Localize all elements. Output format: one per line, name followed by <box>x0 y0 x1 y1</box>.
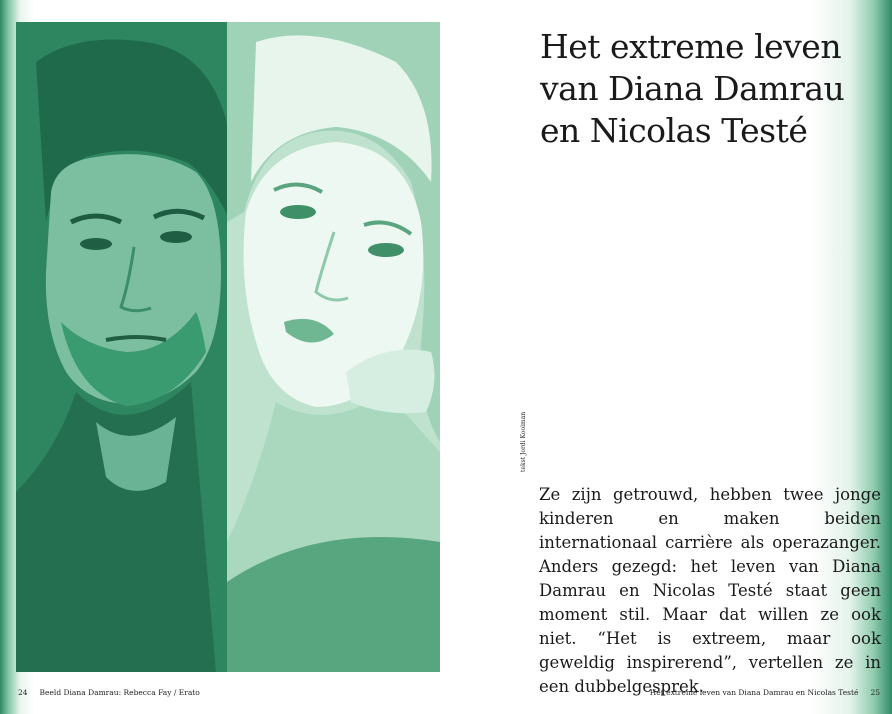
title-line: Het extreme leven <box>540 27 842 66</box>
running-title: Het extreme leven van Diana Damrau en Nicolas Testé <box>649 688 859 697</box>
page-number-left: 24 <box>18 688 28 697</box>
woman-portrait <box>227 22 440 672</box>
article-title <box>540 26 880 152</box>
article-intro: Ze zijn getrouwd, hebben twee jonge kinderen en maken beiden internationaal carrière als operazanger. Anders gezegd: het leven van Diana Damrau en Nicolas Testé staat geen moment stil. Maar dat willen ze ook niet. “Het is extreem, maar ook geweldig inspirerend”, vertellen ze in een dubbelgesprek. <box>539 485 881 696</box>
duotone-portrait-photo <box>16 22 440 672</box>
man-portrait <box>16 22 231 672</box>
page-number-right: 25 <box>870 688 880 697</box>
footer-left <box>18 688 200 697</box>
title-line: en Nicolas Testé <box>540 111 808 150</box>
photo-credit: Beeld Diana Damrau: Rebecca Fay / Erato <box>39 688 200 697</box>
title-line: van Diana Damrau <box>540 69 845 108</box>
author-credit: tekst Jordi Kooiman <box>520 411 527 472</box>
footer-right <box>650 688 880 697</box>
